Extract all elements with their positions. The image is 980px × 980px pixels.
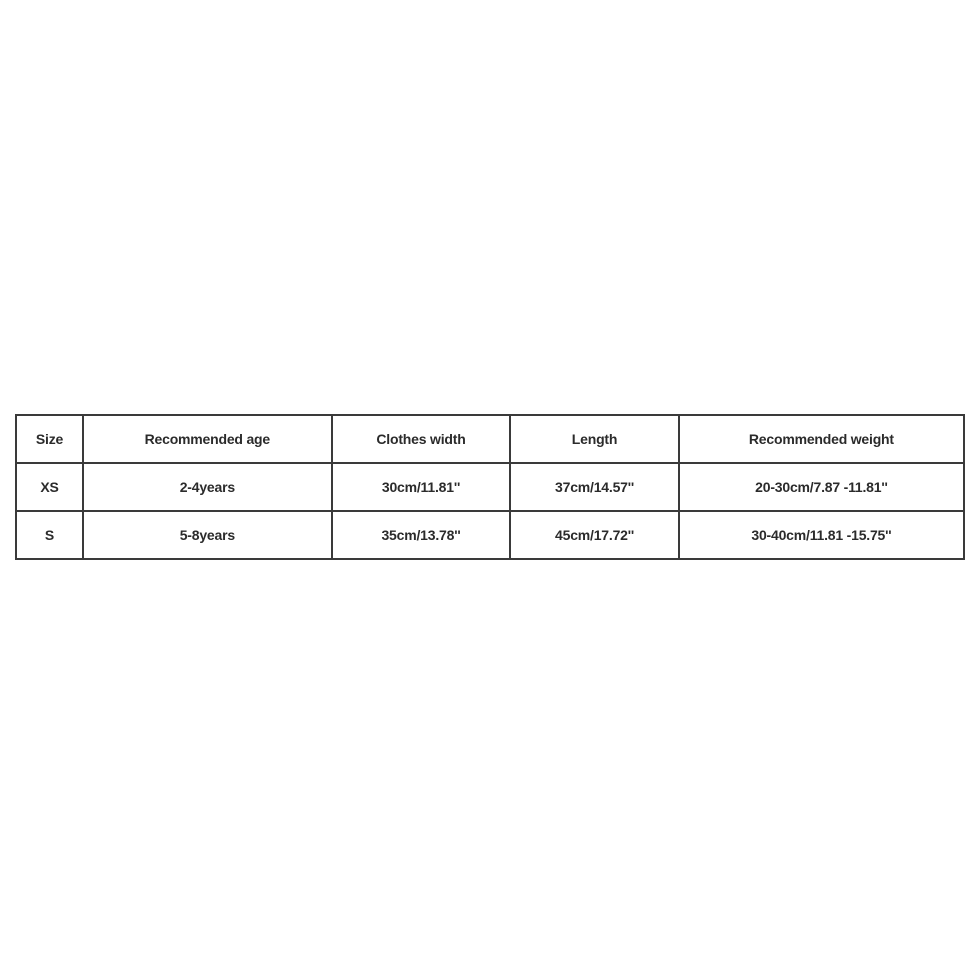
cell-clothes-width: 30cm/11.81'': [332, 463, 511, 511]
cell-size: XS: [16, 463, 83, 511]
header-recommended-weight: Recommended weight: [679, 415, 964, 463]
cell-recommended-age: 5-8years: [83, 511, 332, 559]
header-size: Size: [16, 415, 83, 463]
cell-length: 45cm/17.72'': [510, 511, 678, 559]
header-recommended-age: Recommended age: [83, 415, 332, 463]
table-header-row: [16, 415, 964, 463]
cell-clothes-width: 35cm/13.78'': [332, 511, 511, 559]
cell-recommended-age: 2-4years: [83, 463, 332, 511]
cell-length: 37cm/14.57'': [510, 463, 678, 511]
cell-size: S: [16, 511, 83, 559]
cell-recommended-weight: 30-40cm/11.81 -15.75'': [679, 511, 964, 559]
header-clothes-width: Clothes width: [332, 415, 511, 463]
cell-recommended-weight: 20-30cm/7.87 -11.81'': [679, 463, 964, 511]
table-row: [16, 463, 964, 511]
size-chart-table: [15, 414, 965, 560]
header-length: Length: [510, 415, 678, 463]
table-row: [16, 511, 964, 559]
